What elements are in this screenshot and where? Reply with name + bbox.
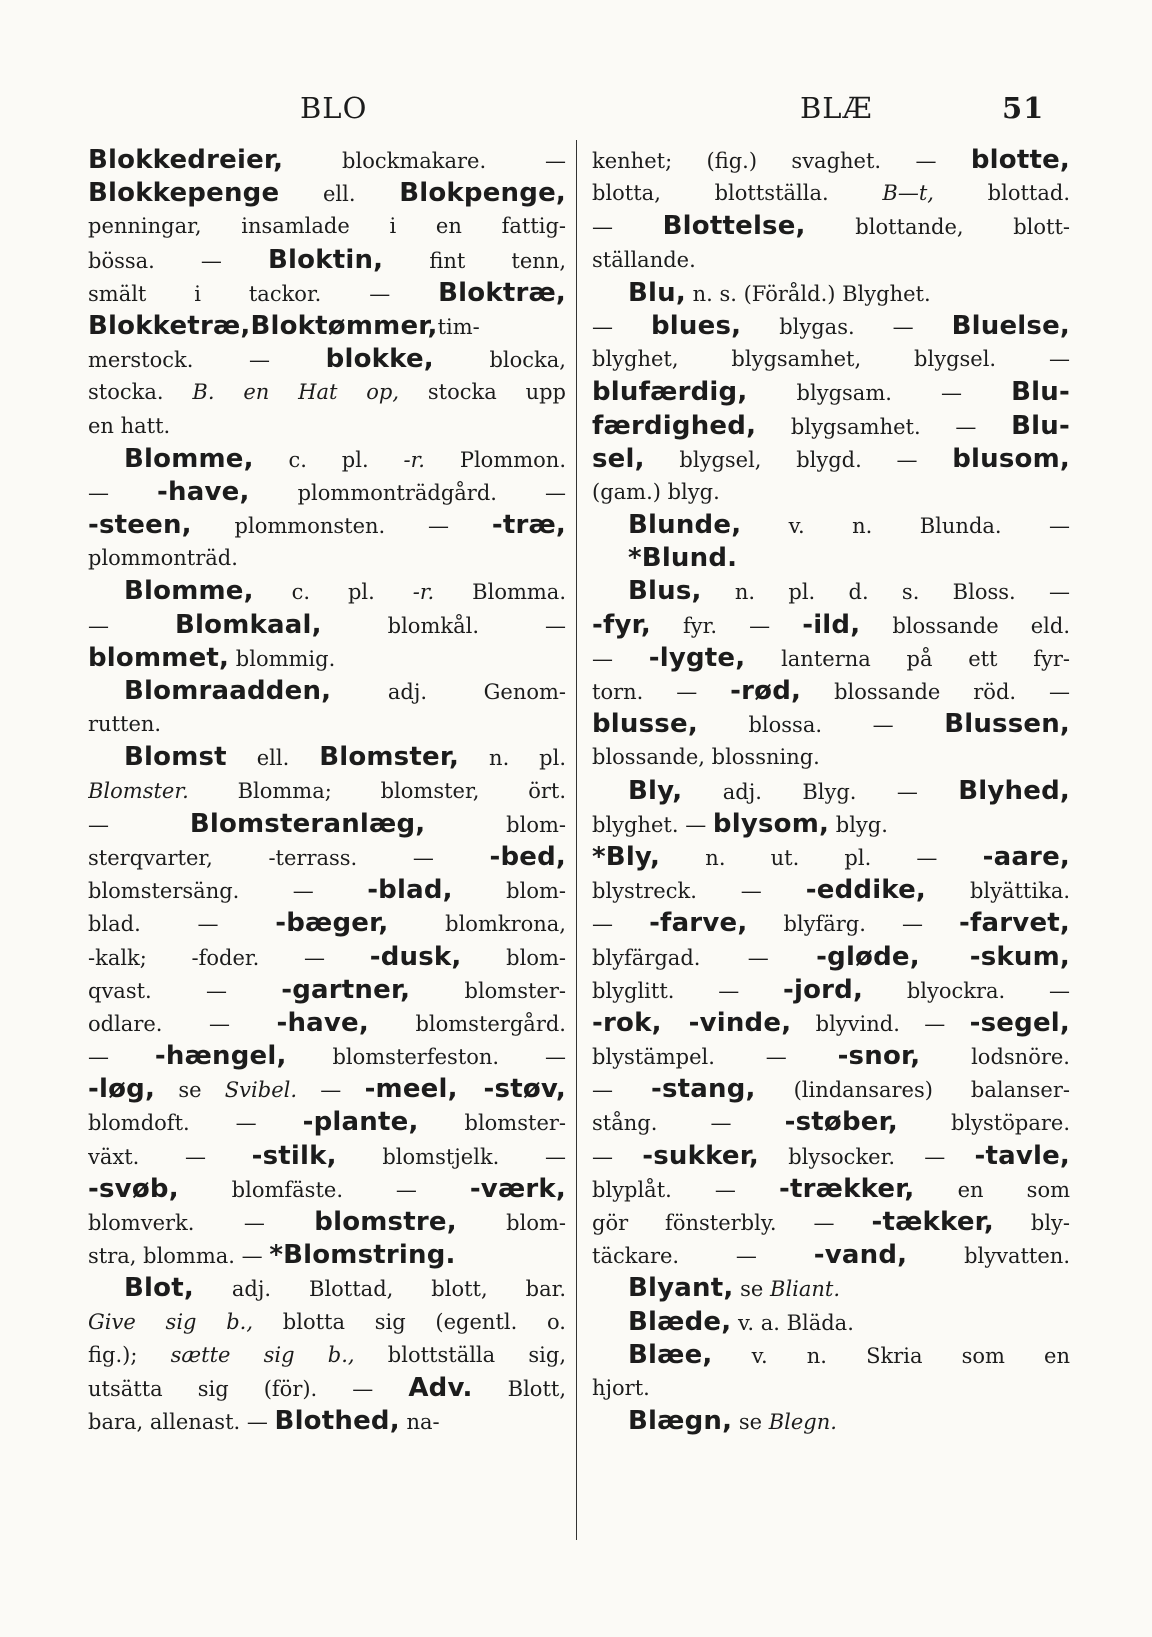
definition-text: ställande.	[592, 247, 696, 272]
definition-text: —	[592, 1144, 643, 1169]
page-number: 51	[1002, 91, 1045, 125]
entry-line	[592, 376, 1070, 409]
entry-line	[592, 974, 1070, 1007]
headword: -blad,	[367, 875, 453, 906]
definition-text: —	[592, 215, 663, 240]
definition-text: ell.	[279, 182, 400, 207]
headword: Blæde,	[628, 1306, 732, 1337]
definition-text: blomverk. —	[88, 1211, 315, 1235]
definition-text: en hatt.	[88, 413, 171, 438]
headword: Adv.	[408, 1372, 473, 1403]
entry-line	[592, 1140, 1070, 1173]
definition-text: blyvatten.	[907, 1244, 1070, 1269]
italic-text: B—t,	[882, 181, 934, 206]
entry-line	[592, 1405, 1070, 1438]
headword: Blomme,	[124, 576, 254, 607]
definition-text: blomkål. —	[321, 613, 566, 638]
entry-line	[88, 941, 566, 974]
headword: -rok, -vinde,	[592, 1007, 792, 1038]
definition-text: lodsnöre.	[920, 1045, 1070, 1070]
definition-text: blad. —	[88, 912, 276, 937]
definition-text: adj. Blottad, blott, bar.	[193, 1277, 566, 1302]
definition-text: blyättika.	[926, 879, 1070, 904]
headword: -stang,	[650, 1074, 756, 1105]
definition-text: blyg.	[829, 812, 888, 837]
definition-text: Blomma.	[434, 580, 566, 605]
definition-text: c. pl.	[253, 580, 413, 605]
definition-text: blottad.	[933, 181, 1070, 206]
entry-line	[592, 1007, 1070, 1040]
definition-text: tim-	[437, 314, 480, 339]
entry-line	[88, 1306, 566, 1339]
entry-line	[88, 907, 566, 940]
definition-text: stocka upp	[399, 380, 566, 405]
entry-line	[592, 343, 1070, 376]
headword: *Bly,	[592, 841, 661, 872]
entry-line	[88, 642, 566, 675]
headword: *Blomstring.	[269, 1240, 456, 1271]
definition-text: blyplåt. —	[592, 1177, 780, 1202]
entry-line	[88, 874, 566, 907]
definition-text: blomstjelk. —	[336, 1144, 566, 1169]
headword: -dusk,	[369, 941, 462, 972]
right-column	[592, 144, 1070, 1438]
entry-line	[88, 1239, 566, 1272]
left-column	[88, 144, 566, 1438]
headword: Blu,	[628, 277, 686, 308]
entry-line	[88, 476, 566, 509]
headword: -hængel,	[154, 1041, 287, 1072]
headword: blotte,	[970, 145, 1070, 175]
entry-line	[88, 1372, 566, 1405]
entry-line	[88, 144, 566, 177]
definition-text: blyghet, blygsamhet, blygsel. —	[592, 347, 1070, 372]
entry-line	[592, 310, 1070, 343]
definition-text: Blomma; blomster, ört.	[188, 778, 566, 803]
entry-line	[88, 343, 566, 376]
definition-text: blyfärg. —	[747, 912, 960, 937]
headword: -have,	[157, 476, 250, 507]
italic-text: -r.	[403, 447, 425, 472]
headword: -eddike,	[805, 875, 927, 906]
definition-text: v. n. Skria som en	[712, 1343, 1070, 1368]
italic-text: sætte sig b.,	[170, 1342, 355, 1367]
headword: blokke,	[325, 344, 434, 375]
definition-text: kenhet; (fig.) svaghet. —	[592, 149, 971, 173]
definition-text: lanterna på ett fyr-	[745, 646, 1070, 671]
headword: Blottelse,	[662, 211, 806, 242]
definition-text: blomfäste. —	[178, 1177, 470, 1202]
italic-text: Bliant.	[770, 1277, 841, 1302]
headword: Blomster,	[319, 742, 460, 773]
entry-line	[592, 1206, 1070, 1239]
definition-text: blossande eld.	[860, 613, 1070, 638]
entry-line	[88, 1272, 566, 1305]
entry-line	[592, 1073, 1070, 1106]
entry-line	[88, 310, 566, 343]
headword: Blussen,	[944, 709, 1070, 740]
entry-line	[592, 410, 1070, 443]
headword: Blomraadden,	[124, 676, 332, 706]
entry-line	[88, 1073, 566, 1106]
definition-text: blom-	[425, 812, 566, 837]
headword: -bed,	[489, 841, 566, 872]
entry-line	[592, 1272, 1070, 1305]
definition-text: stång. —	[592, 1111, 785, 1136]
headword: Bluelse,	[951, 310, 1070, 341]
entry-line	[88, 675, 566, 708]
definition-text: se	[155, 1078, 225, 1103]
headword: -farvet,	[959, 908, 1070, 939]
definition-text: (lindansares) balanser-	[755, 1078, 1070, 1103]
headword: Blokkedreier,	[88, 145, 284, 175]
entry-line	[592, 277, 1070, 310]
definition-text: blygas. —	[741, 314, 952, 339]
definition-text: blystämpel. —	[592, 1045, 838, 1070]
entry-line	[88, 410, 566, 443]
entry-line	[592, 708, 1070, 741]
entry-line	[88, 443, 566, 476]
entry-line	[592, 1040, 1070, 1073]
definition-text: blomster-	[410, 978, 566, 1003]
entry-line	[88, 609, 566, 642]
definition-text: n. ut. pl. —	[660, 845, 983, 870]
entry-line	[88, 708, 566, 741]
headword: Blus,	[628, 576, 702, 607]
headword: Blægn,	[628, 1406, 733, 1437]
headword: -bæger,	[275, 908, 389, 939]
definition-text: sterqvarter, -terrass. —	[88, 845, 490, 870]
definition-text: bössa. —	[88, 248, 269, 273]
entry-line	[88, 1106, 566, 1139]
definition-text: hjort.	[592, 1375, 650, 1400]
headword: -fyr,	[592, 609, 651, 640]
definition-text: odlare. —	[88, 1011, 277, 1036]
entry-line	[592, 874, 1070, 907]
definition-text: blocka,	[433, 348, 566, 373]
definition-text: blomstersäng. —	[88, 879, 368, 904]
headword: -farve,	[649, 908, 748, 939]
definition-text: ell.	[226, 746, 320, 771]
headword: -have,	[276, 1007, 369, 1038]
definition-text: blystreck. —	[592, 879, 806, 904]
definition-text: blossande, blossning.	[592, 745, 820, 770]
entry-line	[88, 974, 566, 1007]
definition-text: blystöpare.	[897, 1111, 1070, 1136]
entry-line	[88, 1040, 566, 1073]
definition-text: blyockra. —	[863, 978, 1070, 1003]
entry-line	[592, 476, 1070, 509]
entry-line	[592, 642, 1070, 675]
italic-text: Give sig b.,	[88, 1309, 254, 1334]
headword: -værk,	[469, 1173, 566, 1204]
headword: Blot,	[124, 1273, 194, 1304]
headword: blomstre,	[314, 1207, 457, 1237]
definition-text: blygsam. —	[747, 381, 1012, 406]
headword: -trækker,	[779, 1173, 915, 1204]
definition-text: blyvind. —	[791, 1011, 970, 1036]
definition-text: Plommon.	[425, 447, 566, 472]
headword: -svøb,	[88, 1173, 179, 1204]
definition-text: blockmakare. —	[283, 149, 566, 173]
entry-line	[592, 144, 1070, 177]
headword: Bloktræ,	[438, 277, 566, 308]
entry-line	[592, 575, 1070, 608]
headword: Blu-	[1011, 377, 1070, 408]
definition-text: v. a. Bläda.	[731, 1310, 854, 1335]
definition-text: —	[592, 912, 650, 937]
italic-text: -r.	[412, 580, 435, 605]
entry-line	[592, 907, 1070, 940]
italic-text: Blegn.	[768, 1410, 837, 1435]
definition-text: —	[592, 646, 649, 671]
definition-text: blyfärgad. —	[592, 945, 817, 970]
headword: *Blund.	[628, 543, 738, 574]
entry-line	[88, 1007, 566, 1040]
entry-line	[592, 443, 1070, 476]
entry-line	[88, 1339, 566, 1372]
definition-text: fig.);	[88, 1342, 171, 1367]
headword: -gløde, -skum,	[816, 941, 1070, 972]
entry-line	[592, 542, 1070, 575]
entry-line	[88, 741, 566, 774]
headword: Blyhed,	[958, 775, 1070, 806]
entry-line	[88, 1173, 566, 1206]
headword: Blokpenge,	[399, 178, 566, 209]
definition-text: —	[297, 1078, 365, 1103]
definition-text: gör fönsterbly. —	[592, 1211, 872, 1235]
headword: Blyant,	[628, 1273, 734, 1304]
entry-line	[88, 1206, 566, 1239]
headword: blufærdig,	[592, 377, 748, 408]
headword: -aare,	[982, 841, 1070, 872]
headword: -rød,	[730, 676, 802, 706]
definition-text: adj. Blyg. —	[682, 779, 959, 804]
entry-line	[88, 1405, 566, 1438]
entry-line	[592, 808, 1070, 841]
headword: -stilk,	[251, 1140, 337, 1171]
definition-text: —	[88, 480, 158, 505]
definition-text: n. pl. d. s. Bloss. —	[701, 580, 1070, 605]
definition-text: stra, blomma. —	[88, 1244, 270, 1269]
definition-text: växt. —	[88, 1144, 252, 1169]
definition-text: blossande röd. —	[801, 680, 1070, 704]
definition-text: plommonträdgård. —	[249, 480, 566, 505]
definition-text: bly-	[993, 1211, 1070, 1235]
definition-text: blom-	[452, 879, 566, 904]
definition-text: fyr. —	[650, 613, 803, 638]
definition-text: qvast. —	[88, 978, 282, 1003]
definition-text: täckare. —	[592, 1244, 814, 1269]
headword: -tækker,	[871, 1207, 994, 1237]
entry-line	[88, 841, 566, 874]
italic-text: Svibel.	[224, 1078, 298, 1103]
headword: -meel, -støv,	[364, 1074, 566, 1105]
entry-line	[88, 210, 566, 243]
definition-text: se	[733, 1277, 771, 1302]
entry-line	[88, 277, 566, 310]
definition-text: n. pl.	[459, 746, 566, 771]
headword: Blomkaal,	[175, 609, 322, 640]
entry-line	[592, 177, 1070, 210]
headword: Blomst	[124, 742, 227, 773]
definition-text: blom-	[461, 945, 566, 970]
entry-line	[88, 376, 566, 409]
definition-text: v. n. Blunda. —	[741, 514, 1070, 539]
entry-line	[88, 542, 566, 575]
entry-line	[88, 775, 566, 808]
definition-text: blommig.	[229, 646, 336, 671]
headword: blusse,	[592, 709, 698, 740]
definition-text: n. s. (Föråld.) Blyghet.	[685, 281, 931, 306]
definition-text: stocka.	[88, 380, 193, 405]
headword: -løg,	[88, 1074, 156, 1105]
definition-text: na-	[399, 1410, 440, 1435]
definition-text: blygsel, blygd. —	[644, 447, 953, 472]
headword: -ild,	[802, 609, 861, 640]
entry-line	[88, 1140, 566, 1173]
entry-line	[592, 244, 1070, 277]
entry-line	[592, 1339, 1070, 1372]
definition-text: plommonsten. —	[191, 514, 492, 539]
definition-text: se	[732, 1410, 769, 1435]
definition-text: blottande, blott-	[805, 215, 1070, 240]
headword: blues,	[650, 310, 742, 341]
definition-text: torn. —	[592, 680, 731, 704]
headword: blusom,	[952, 443, 1070, 474]
entry-line	[592, 1372, 1070, 1405]
headword: Bloktin,	[268, 244, 384, 275]
entry-line	[592, 941, 1070, 974]
definition-text: —	[592, 1078, 651, 1103]
entry-line	[592, 210, 1070, 243]
entry-line	[88, 575, 566, 608]
headword: Blomsteranlæg,	[189, 808, 426, 839]
headword: -lygte,	[648, 642, 746, 673]
headword: -plante,	[302, 1107, 419, 1138]
headword: -steen,	[88, 510, 192, 541]
definition-text: blyghet. —	[592, 812, 713, 837]
entry-line	[592, 775, 1070, 808]
definition-text: adj. Genom-	[331, 680, 566, 704]
italic-text: Blomster.	[88, 778, 189, 803]
definition-text: blomster-	[418, 1111, 566, 1136]
definition-text: plommonträd.	[88, 546, 238, 571]
headword: blysom,	[712, 808, 830, 839]
definition-text: blysocker. —	[759, 1144, 975, 1169]
definition-text: blomsterfeston. —	[286, 1045, 566, 1070]
definition-text: bara, allenast. —	[88, 1410, 275, 1435]
entry-line	[592, 609, 1070, 642]
headword: Blokketræ,Bloktømmer,	[88, 310, 438, 341]
definition-text: blyglitt. —	[592, 978, 783, 1003]
headword: -vand,	[813, 1240, 908, 1271]
headword: sel,	[592, 443, 645, 474]
definition-text: blomdoft. —	[88, 1111, 303, 1136]
definition-text: blygsamhet. —	[756, 414, 1012, 439]
headword: Blu-	[1011, 410, 1070, 441]
headword: -gartner,	[281, 974, 411, 1005]
header-left-guideword: BLO	[300, 91, 368, 125]
definition-text: blom-	[456, 1211, 566, 1235]
definition-text: blomkrona,	[388, 912, 566, 937]
definition-text: c. pl.	[253, 447, 404, 472]
definition-text: blossa. —	[697, 713, 945, 738]
definition-text: utsätta sig (för). —	[88, 1376, 409, 1401]
definition-text: —	[592, 314, 651, 339]
entry-line	[592, 675, 1070, 708]
headword: færdighed,	[592, 410, 757, 441]
headword: -jord,	[782, 974, 864, 1005]
header-right-guideword: BLÆ	[800, 91, 873, 125]
definition-text: smält i tackor. —	[88, 281, 439, 306]
headword: Blokkepenge	[88, 178, 280, 209]
headword: -støber,	[784, 1107, 898, 1138]
entry-line	[592, 1106, 1070, 1139]
headword: -tavle,	[974, 1140, 1070, 1171]
entry-line	[592, 1306, 1070, 1339]
definition-text: blotta sig (egentl. o.	[253, 1309, 566, 1334]
headword: -snor,	[837, 1041, 921, 1072]
entry-line	[88, 808, 566, 841]
headword: -sukker,	[642, 1140, 760, 1171]
headword: blommet,	[88, 642, 230, 673]
definition-text: Blott,	[472, 1376, 566, 1401]
entry-line	[88, 177, 566, 210]
definition-text: —	[88, 812, 190, 837]
headword: Blomme,	[124, 443, 254, 474]
entry-line	[88, 244, 566, 277]
headword: Bly,	[628, 775, 683, 806]
column-divider	[576, 140, 577, 1540]
definition-text: blottställa sig,	[354, 1342, 566, 1367]
definition-text: penningar, insamlade i en fattig-	[88, 214, 566, 239]
italic-text: B. en Hat op,	[192, 380, 400, 405]
definition-text: (gam.) blyg.	[592, 479, 720, 504]
headword: Blothed,	[274, 1406, 400, 1437]
definition-text: -kalk; -foder. —	[88, 945, 370, 970]
entry-line	[592, 1239, 1070, 1272]
definition-text: blomstergård.	[368, 1011, 566, 1036]
entry-line	[592, 1173, 1070, 1206]
headword: Blæe,	[628, 1339, 713, 1370]
headword: -segel,	[969, 1007, 1070, 1038]
entry-line	[592, 841, 1070, 874]
definition-text: merstock. —	[88, 348, 326, 373]
definition-text: —	[88, 613, 175, 638]
definition-text: rutten.	[88, 712, 162, 737]
headword: -træ,	[491, 510, 566, 541]
entry-line	[592, 509, 1070, 542]
entry-line	[592, 741, 1070, 774]
entry-line	[88, 509, 566, 542]
definition-text: blotta, blottställa.	[592, 181, 883, 206]
definition-text: fint tenn,	[383, 248, 566, 273]
definition-text: en som	[914, 1177, 1070, 1202]
definition-text: —	[88, 1045, 155, 1070]
headword: Blunde,	[628, 510, 742, 541]
